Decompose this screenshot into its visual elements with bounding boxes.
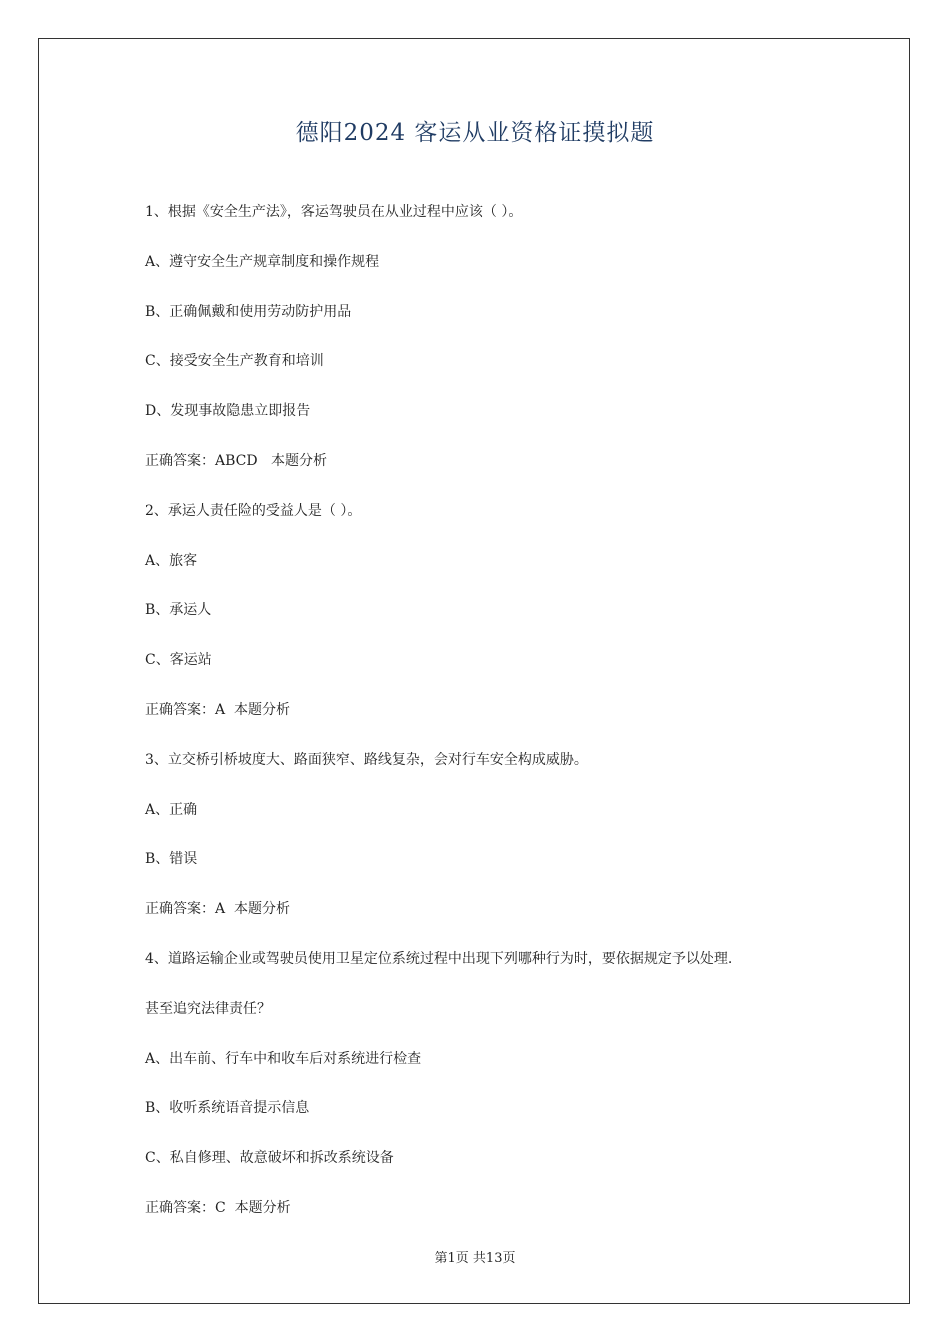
question-1: 1、根据《安全生产法》，客运驾驶员在从业过程中应该（ ）。: [145, 204, 523, 220]
question-2-option-a: A、旅客: [145, 552, 198, 569]
question-4-option-b: B、收听系统语音提示信息: [145, 1100, 310, 1117]
question-1-option-d: D、发现事故隐患立即报告: [145, 403, 311, 420]
question-4-option-c: C、私自修理、故意破坏和拆改系统设备: [145, 1150, 394, 1167]
question-1-option-c: C、接受安全生产教育和培训: [145, 353, 324, 370]
question-2-option-c: C、客运站: [145, 652, 212, 669]
question-1-answer: 正确答案：ABCD 本题分析: [145, 452, 327, 469]
question-3-answer: 正确答案：A 本题分析: [145, 901, 291, 918]
question-list: [145, 199, 845, 1245]
question-3-option-a: A、正确: [145, 801, 198, 818]
question-4-continued: 甚至追究法律责任？: [145, 1000, 271, 1017]
question-1-option-b: B、正确佩戴和使用劳动防护用品: [145, 303, 352, 320]
question-2: 2、承运人责任险的受益人是（ ）。: [145, 502, 362, 519]
question-3-option-b: B、错误: [145, 851, 198, 868]
question-2-option-b: B、承运人: [145, 602, 212, 619]
question-4-answer: 正确答案：C 本题分析: [145, 1199, 291, 1216]
question-4: 4、道路运输企业或驾驶员使用卫星定位系统过程中出现下列哪种行为时，要依据规定予以处理.: [145, 950, 733, 967]
page-footer: 第1页 共13页: [434, 1251, 516, 1266]
question-3: 3、立交桥引桥坡度大、路面狭窄、路线复杂，会对行车安全构成威胁。: [145, 751, 588, 768]
question-4-option-a: A、出车前、行车中和收车后对系统进行检查: [145, 1050, 422, 1067]
question-2-answer: 正确答案：A 本题分析: [145, 701, 291, 718]
question-1-option-a: A、遵守安全生产规章制度和操作规程: [145, 253, 380, 270]
document-title: 德阳2024 客运从业资格证摸拟题: [295, 120, 655, 146]
